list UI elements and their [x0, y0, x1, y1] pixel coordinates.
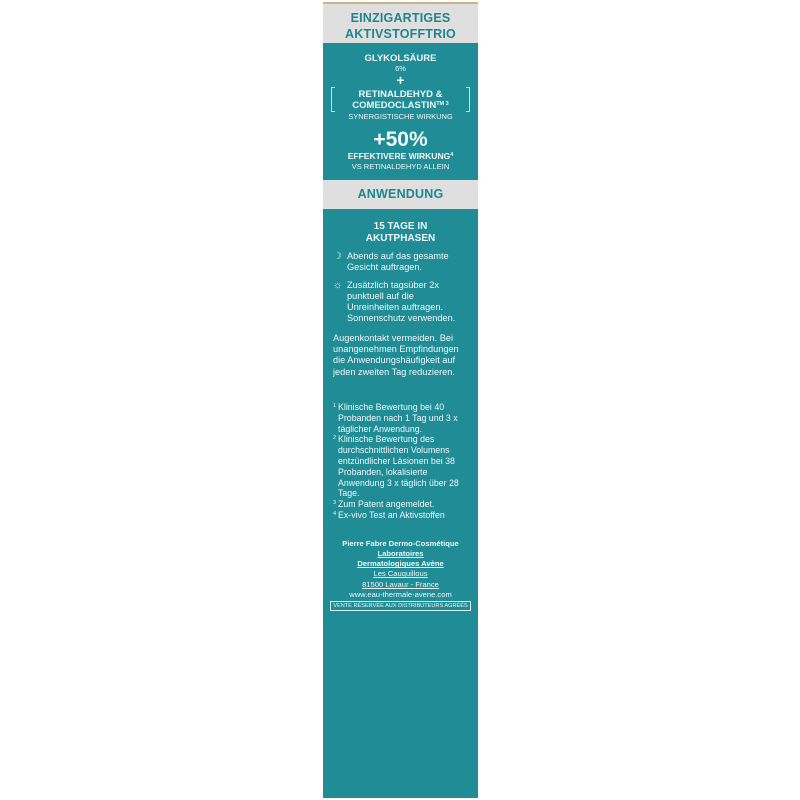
lab-line2: Dermatologiques Avène [357, 559, 444, 569]
usage-subtitle-line1: 15 TAGE IN [373, 221, 428, 232]
glycolic-acid: GLYKOLSÄURE [364, 53, 437, 64]
retinaldehyde: RETINALDEHYD & [358, 89, 443, 100]
plus-sign: + [396, 72, 405, 88]
footnote-text: Klinische Bewertung des durchschnittlichen Volumens entzündlicher Läsionen bei 38 Probanden, lokalisierte Anwendung 3 x täglich über 28 Tage. [338, 434, 459, 499]
usage-step-text: Abends auf das gesamte Gesicht auftragen. [347, 251, 449, 273]
usage-subtitle [323, 221, 478, 245]
comedoclastin: COMEDOCLASTIN [352, 100, 437, 111]
usage-step-day [333, 280, 468, 325]
footnote [333, 434, 470, 499]
footnote-number: 3 [333, 500, 337, 507]
footnote-number: 1 [333, 402, 337, 409]
footnote [333, 402, 470, 434]
usage-step-text: Zusätzlich tagsüber 2x punktuell auf die Unreinheiten auftragen. Sonnenschutz verwenden. [347, 279, 456, 324]
header-band [323, 4, 478, 43]
footnote-text: Klinische Bewertung bei 40 Probanden nach 1 Tag und 3 x täglicher Anwendung. [338, 401, 458, 434]
city: 81500 Lavaur - France [362, 579, 439, 589]
footnote [333, 499, 470, 510]
claim-value: +50% [373, 128, 428, 151]
actives-section [323, 53, 478, 121]
footnote-text: Ex-vivo Test an Aktivstoffen [338, 509, 445, 520]
claim-superscript: 4 [450, 152, 454, 158]
synergy-text: SYNERGISTISCHE WIRKUNG [348, 112, 453, 121]
sun-icon: ☼ [333, 279, 343, 291]
company-name: Pierre Fabre Dermo-Cosmétique [342, 538, 459, 548]
package-side-panel [323, 2, 478, 798]
header-line1: EINZIGARTIGES [350, 11, 451, 25]
footnote [333, 510, 470, 521]
footnote-number: 4 [333, 510, 337, 517]
usage-step-evening [333, 251, 468, 274]
claim-label: EFFEKTIVERE WIRKUNG [347, 151, 451, 161]
street: Les Cauquillous [373, 569, 428, 579]
header-line2: AKTIVSTOFFTRIO [345, 27, 456, 41]
moon-icon: ☽ [333, 251, 342, 262]
distributor-notice: VENTE RÉSERVÉE AUX DISTRIBUTEURS AGRÉÉS [330, 601, 471, 611]
usage-subtitle-line2: AKUTPHASEN [365, 233, 436, 244]
footnote-text: Zum Patent angemeldet. [338, 499, 435, 510]
lab-line1: Laboratoires [377, 548, 424, 558]
usage-warning: Augenkontakt vermeiden. Bei unangenehmen Empfindungen die Anwendungshäufigkeit auf jeden zweiten Tag reduzieren. [333, 332, 459, 377]
bracketed-actives [331, 87, 470, 112]
footnotes [323, 402, 478, 521]
company-address [323, 539, 478, 611]
usage-steps [323, 251, 478, 378]
footnote-number: 2 [333, 435, 337, 442]
comedo-superscript: TM 3 [436, 101, 449, 107]
website: www.eau-thermale-avene.com [349, 589, 452, 599]
glycolic-percent: 6% [395, 64, 406, 73]
claim-section [323, 129, 478, 171]
claim-vs: VS RETINALDEHYD ALLEIN [351, 162, 450, 171]
usage-band: ANWENDUNG [323, 180, 478, 209]
